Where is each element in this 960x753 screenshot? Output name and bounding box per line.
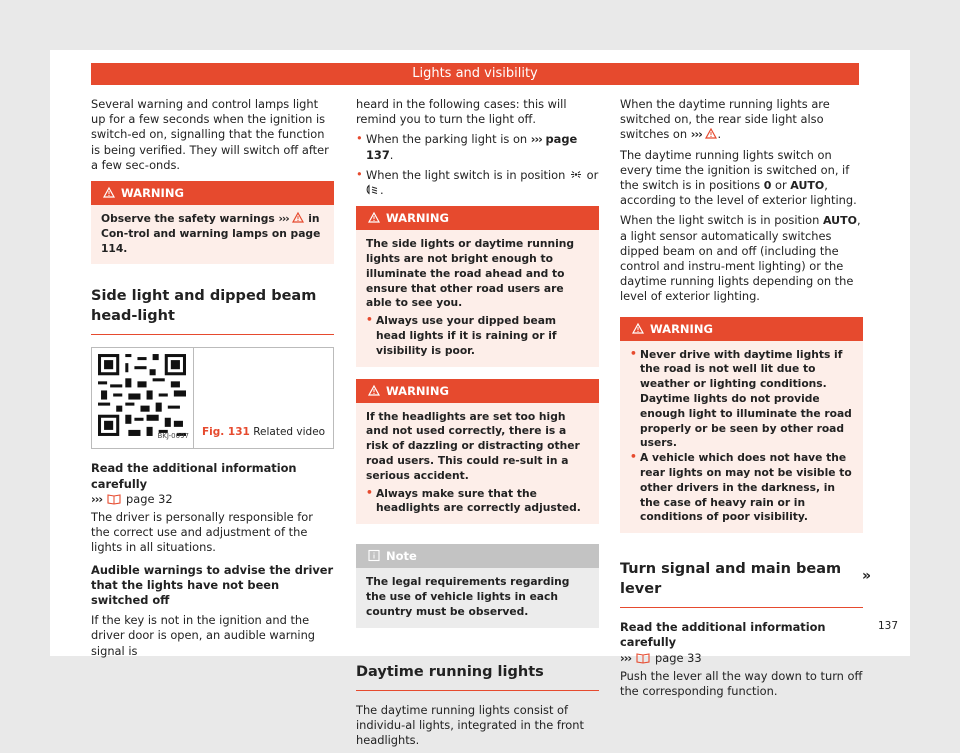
warning-bullet: • A vehicle which does not have the rear lights on may not be visible to other drivers in the darkness, in the case of heavy rain or in conditions of poor visibility. — [630, 451, 853, 525]
paragraph — [620, 148, 863, 209]
book-icon — [106, 493, 122, 504]
bullet-text: When the light switch is in position — [366, 167, 566, 182]
read-more — [91, 461, 334, 507]
paragraph — [620, 213, 863, 304]
column-2 — [356, 97, 599, 753]
bullet-text: or — [586, 167, 599, 182]
figure-number: Fig. 131 — [202, 426, 250, 439]
column-3 — [620, 97, 863, 704]
read-more-text: Read the additional information carefully — [91, 461, 297, 491]
figure-caption — [194, 425, 325, 448]
warning-body — [356, 403, 599, 525]
bullet-item: • When the parking light is on ››› page 137. — [356, 132, 599, 162]
warning-triangle-icon — [103, 187, 115, 198]
paragraph: The driver is personally responsible for the correct use and adjustment of the lights in all situations. — [91, 510, 313, 555]
reference-arrows: ››› — [91, 491, 103, 506]
page-header: Lights and visibility — [91, 63, 859, 85]
warning-body — [620, 341, 863, 534]
subheading: Audible warnings to advise the driver that the lights have not been switched off — [91, 562, 334, 608]
warning-triangle-icon — [368, 212, 380, 223]
paragraph-text: or — [774, 178, 787, 193]
note-title: Note — [386, 549, 417, 564]
page-link[interactable]: page 137 — [366, 132, 578, 162]
note-body: The legal requirements regarding the use of vehicle lights in each country must be observed. — [366, 575, 570, 618]
warning-body — [91, 205, 334, 264]
qr-code-image[interactable] — [92, 348, 194, 448]
warning-body — [356, 230, 599, 366]
side-light-icon — [569, 169, 583, 180]
section-heading: Turn signal and main beam lever — [620, 541, 863, 608]
warning-triangle-icon — [632, 323, 644, 334]
warning-text: If the headlights are set too high and not used correctly, there is a risk of dazzling or distracting other road users. This could re-sult in a serious accident. — [366, 409, 580, 482]
figure-131 — [91, 347, 334, 449]
warning-box-4 — [620, 317, 863, 534]
dipped-beam-icon — [366, 184, 380, 195]
reference-arrows: ››› — [278, 212, 289, 226]
note-header — [356, 544, 599, 568]
warning-header — [620, 317, 863, 341]
section-heading: Daytime running lights — [356, 640, 599, 691]
warning-title: WARNING — [386, 211, 449, 226]
warning-box-2 — [356, 206, 599, 366]
bullet-text: When the parking light is on — [366, 132, 528, 147]
warning-header — [356, 206, 599, 230]
warning-box-1 — [91, 181, 334, 264]
read-more-text: Read the additional information carefully — [620, 620, 826, 650]
page-number: 137 — [878, 620, 899, 632]
warning-text: The side lights or daytime running lights are not bright enough to illuminate the road ahead and to ensure that other road users are able to see you. — [366, 237, 575, 310]
bullet-item: • When the light switch is in position or . — [356, 168, 599, 198]
warning-title: WARNING — [386, 383, 449, 398]
switch-position-0: 0 — [763, 179, 772, 193]
intro-paragraph: Several warning and control lamps light up for a few seconds when the ignition is switch-ed on, signalling that the function is being verified. They will switch off after a few sec-onds. — [91, 97, 329, 172]
read-more — [620, 620, 863, 666]
paragraph-text: When the daytime running lights are switched on, the rear side light also switches on — [620, 97, 830, 142]
warning-header — [356, 379, 599, 403]
warning-text: in Con-trol and warning lamps on page 114. — [101, 212, 321, 255]
warning-triangle-icon[interactable] — [705, 128, 717, 139]
warning-box-3 — [356, 379, 599, 525]
continue-marker: » — [862, 568, 872, 584]
switch-position-auto: AUTO — [822, 214, 857, 228]
paragraph-text: The daytime running lights switch on every time the ignition is switched on, if the switch is in positions — [620, 147, 850, 193]
warning-title: WARNING — [121, 186, 184, 201]
section-heading: Side light and dipped beam head-light — [91, 272, 334, 335]
reference-arrows: ››› — [620, 650, 632, 665]
warning-triangle-icon — [368, 385, 380, 396]
book-icon — [635, 652, 651, 663]
paragraph-text: When the light switch is in position — [620, 213, 820, 228]
paragraph: If the key is not in the ignition and the driver door is open, an audible warning signal is — [91, 613, 316, 658]
warning-triangle-icon[interactable] — [292, 212, 304, 223]
figure-caption-text: Related video — [253, 426, 326, 439]
paragraph-text: , according to the level of exterior lighting. — [620, 178, 857, 208]
note-box — [356, 544, 599, 627]
qr-code-icon — [98, 354, 186, 436]
figure-code: BKJ-0097 — [157, 432, 189, 441]
warning-bullet: • Never drive with daytime lights if the road is not well lit due to weather or lighting conditions. Daytime lights do not provide enough light to illuminate the road properly or be seen by other road users. — [630, 348, 853, 452]
paragraph: heard in the following cases: this will remind you to turn the light off. — [356, 97, 567, 127]
page-link[interactable]: page 32 — [126, 491, 173, 506]
column-1 — [91, 97, 334, 664]
page-link[interactable]: page 33 — [655, 650, 702, 665]
warning-title: WARNING — [650, 321, 713, 336]
reference-arrows: ››› — [530, 132, 542, 147]
paragraph: The daytime running lights consist of individu-al lights, integrated in the front headlights. — [356, 702, 584, 747]
reference-arrows: ››› — [690, 127, 702, 142]
warning-bullet: • Always use your dipped beam head lights if it is raining or if visibility is poor. — [366, 314, 589, 358]
warning-bullet: • Always make sure that the headlights are correctly adjusted. — [366, 487, 589, 517]
warning-text: Observe the safety warnings — [101, 212, 275, 226]
info-icon — [368, 550, 380, 561]
paragraph: When the daytime running lights are switched on, the rear side light also switches on ››› . — [620, 97, 830, 142]
paragraph-text: , a light sensor automatically switches dipped beam on and off (including the control and instru-ment lighting) or the daytime running lights depending on the level of exterior lighting. — [620, 213, 861, 304]
switch-position-auto: AUTO — [790, 179, 825, 193]
warning-header — [91, 181, 334, 205]
paragraph: Push the lever all the way down to turn off the corresponding function. — [620, 668, 863, 699]
